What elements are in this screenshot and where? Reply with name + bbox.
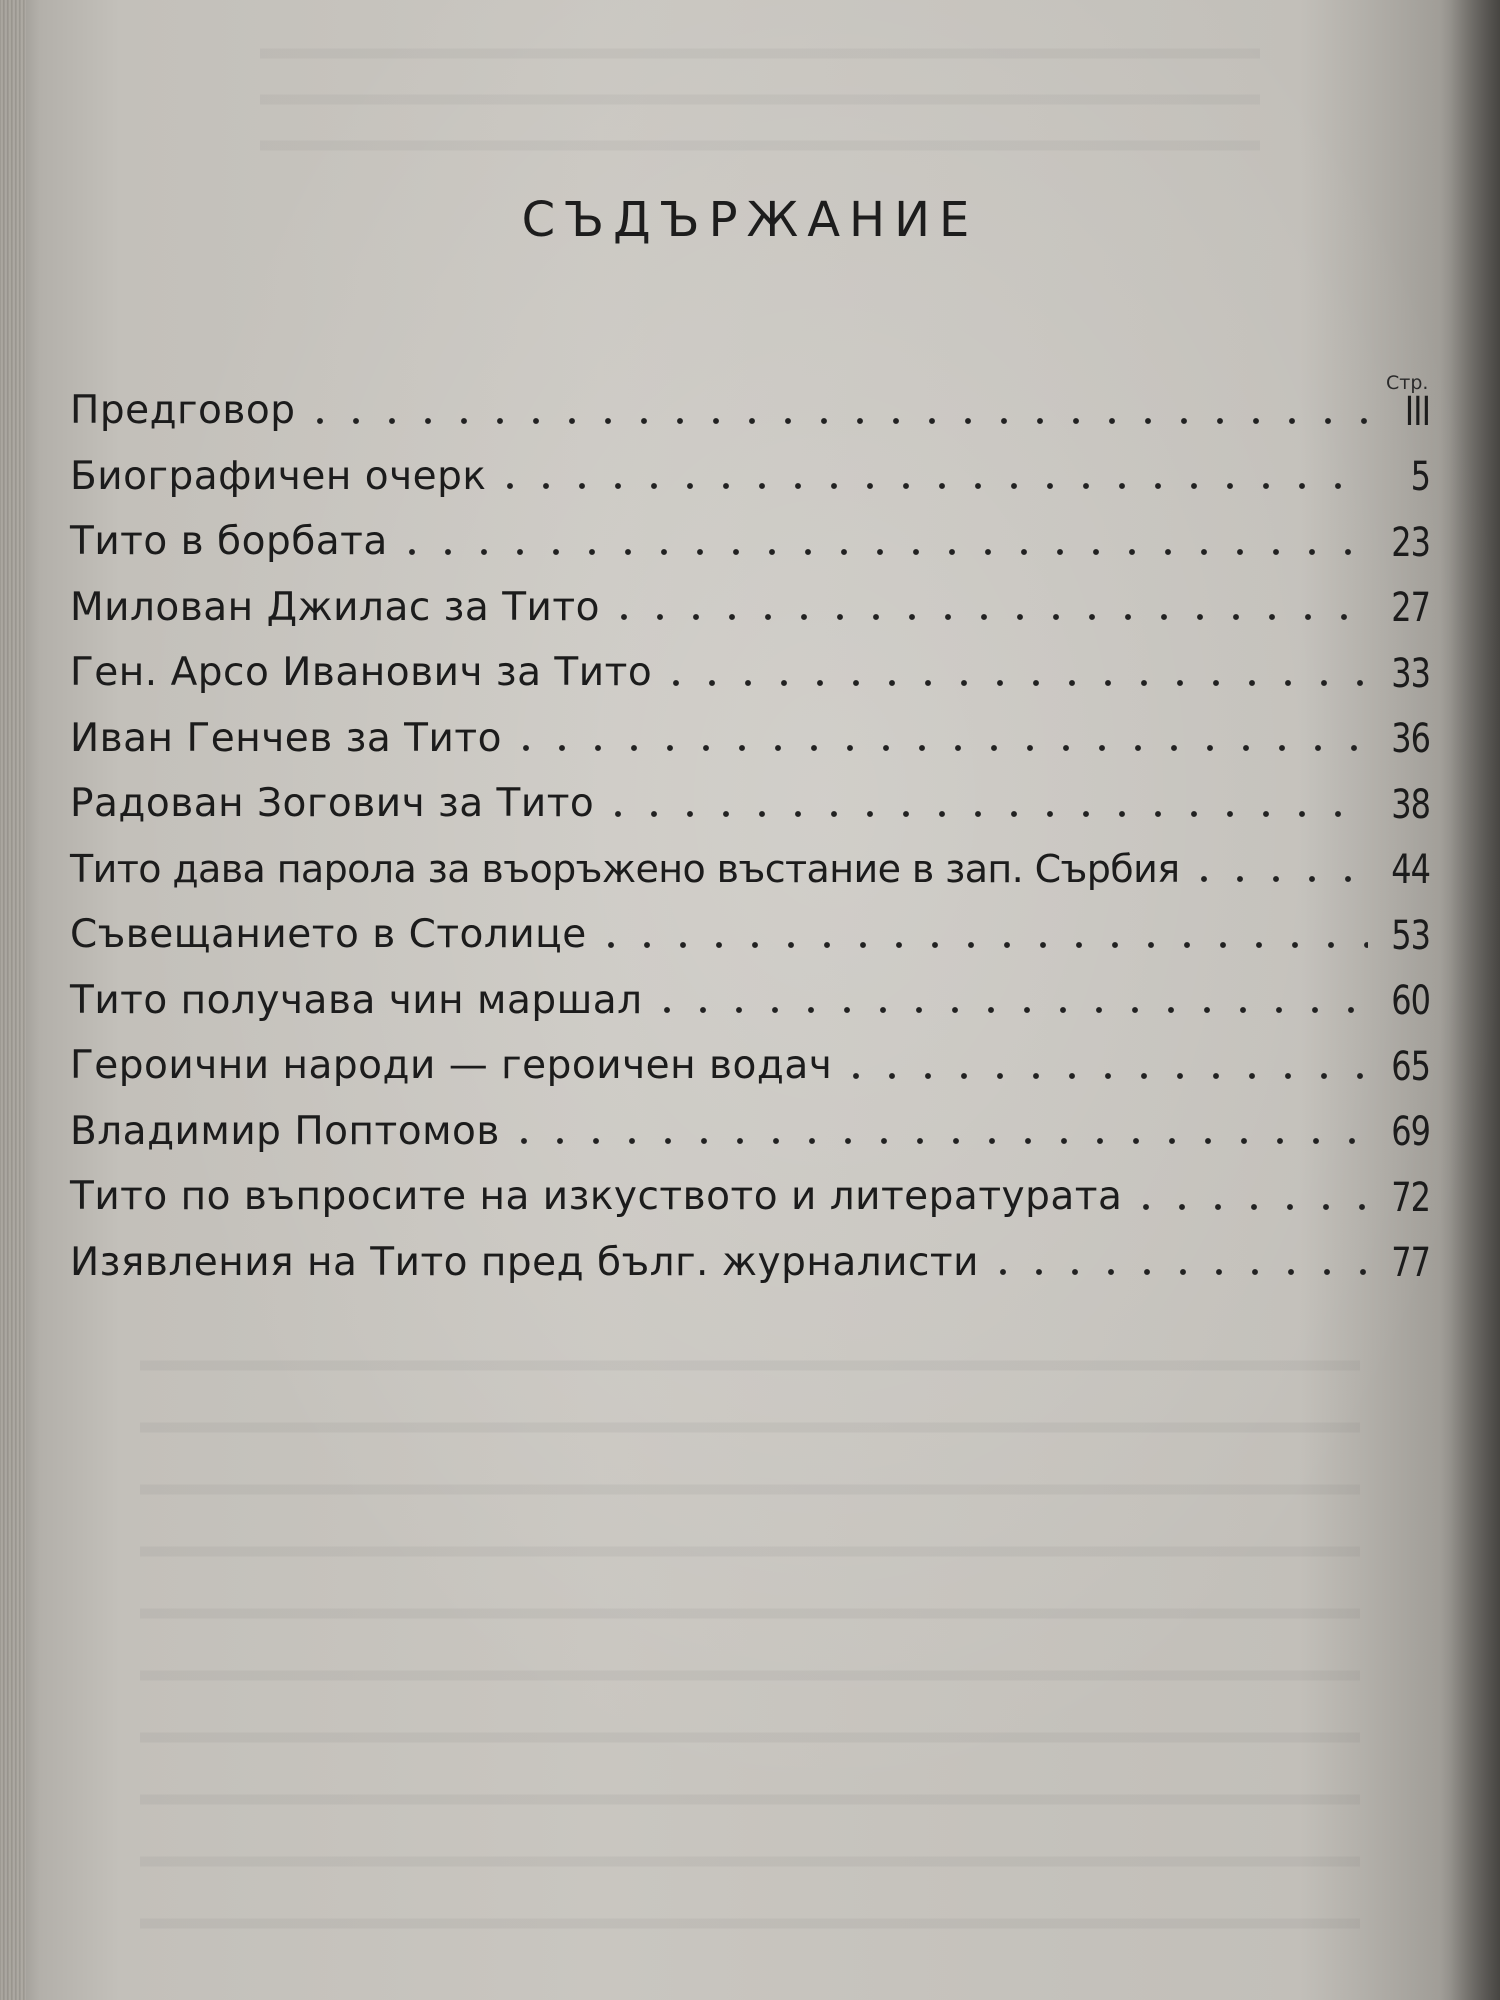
dot-leader (985, 1267, 1368, 1277)
toc-entry-page: 69 (1391, 1107, 1430, 1155)
toc-entry-title: Биографичен очерк (70, 453, 487, 499)
dot-leader (508, 743, 1368, 753)
toc-entry (70, 1099, 1430, 1165)
toc-entry (70, 1164, 1430, 1230)
toc-entry-title: Тито по въпросите на изкуството и литературата (70, 1174, 1123, 1220)
toc-entry-page: 60 (1391, 976, 1430, 1024)
dot-leader (302, 416, 1369, 426)
dot-leader (593, 940, 1368, 950)
toc-entry-title: Иван Генчев за Тито (70, 715, 502, 761)
toc-entry-title: Тито дава парола за въоръжено въстание в зап. Сърбия (70, 847, 1180, 892)
dot-leader (1186, 874, 1369, 884)
dot-leader (1128, 1202, 1368, 1212)
dot-leader (492, 481, 1368, 491)
toc-entry-title: Радован Зогович за Тито (70, 781, 595, 827)
toc-entry (70, 837, 1430, 903)
toc-entry (70, 575, 1430, 641)
dot-leader (658, 678, 1368, 688)
toc-entry (70, 640, 1430, 706)
dot-leader (394, 547, 1368, 557)
toc-entry (70, 509, 1430, 575)
toc-entry-title: Ген. Арсо Иванович за Тито (70, 650, 653, 696)
dot-leader (649, 1005, 1368, 1015)
toc-entry (70, 968, 1430, 1034)
toc-entry-page: 65 (1391, 1042, 1430, 1090)
toc-entry-title: Тито получава чин маршал (70, 977, 643, 1023)
page-edge (0, 0, 26, 2000)
dot-leader (506, 1136, 1368, 1146)
page-column-label: Стр. (1386, 372, 1429, 394)
toc-entry (70, 444, 1430, 510)
show-through-text-bottom (140, 1330, 1360, 1950)
dot-leader (600, 809, 1368, 819)
toc-entry-page: 38 (1391, 780, 1430, 828)
page-title: СЪДЪРЖАНИЕ (521, 192, 979, 248)
spine-shadow (1440, 0, 1500, 2000)
toc-entry-title: Предговор (70, 388, 296, 434)
toc-entry-page: 72 (1391, 1173, 1430, 1221)
toc-entry-page: 44 (1391, 845, 1430, 893)
toc-entry-page: 5 (1410, 452, 1430, 500)
toc-entry (70, 771, 1430, 837)
toc-entry (70, 902, 1430, 968)
toc-entry-title: Милован Джилас за Тито (70, 584, 600, 630)
toc-entry (70, 378, 1430, 444)
toc-entry-title: Тито в борбата (70, 519, 388, 565)
table-of-contents (70, 378, 1430, 1295)
toc-entry-page: 27 (1391, 583, 1430, 631)
toc-entry-page: 33 (1391, 649, 1430, 697)
toc-entry (70, 706, 1430, 772)
toc-entry-title: Героични народи — героичен водач (70, 1043, 833, 1089)
toc-entry-title: Владимир Поптомов (70, 1108, 500, 1154)
toc-entry-page: 53 (1391, 911, 1430, 959)
dot-leader (606, 612, 1368, 622)
show-through-text-top (260, 30, 1260, 170)
toc-entry (70, 1033, 1430, 1099)
toc-entry (70, 1230, 1430, 1296)
toc-entry-page: 23 (1391, 518, 1430, 566)
toc-entry-title: Изявления на Тито пред бълг. журналисти (70, 1239, 979, 1285)
toc-entry-page: 36 (1391, 714, 1430, 762)
dot-leader (838, 1071, 1368, 1081)
toc-entry-page: III (1404, 387, 1430, 435)
toc-entry-title: Съвещанието в Столице (70, 912, 587, 958)
toc-entry-page: 77 (1391, 1238, 1430, 1286)
